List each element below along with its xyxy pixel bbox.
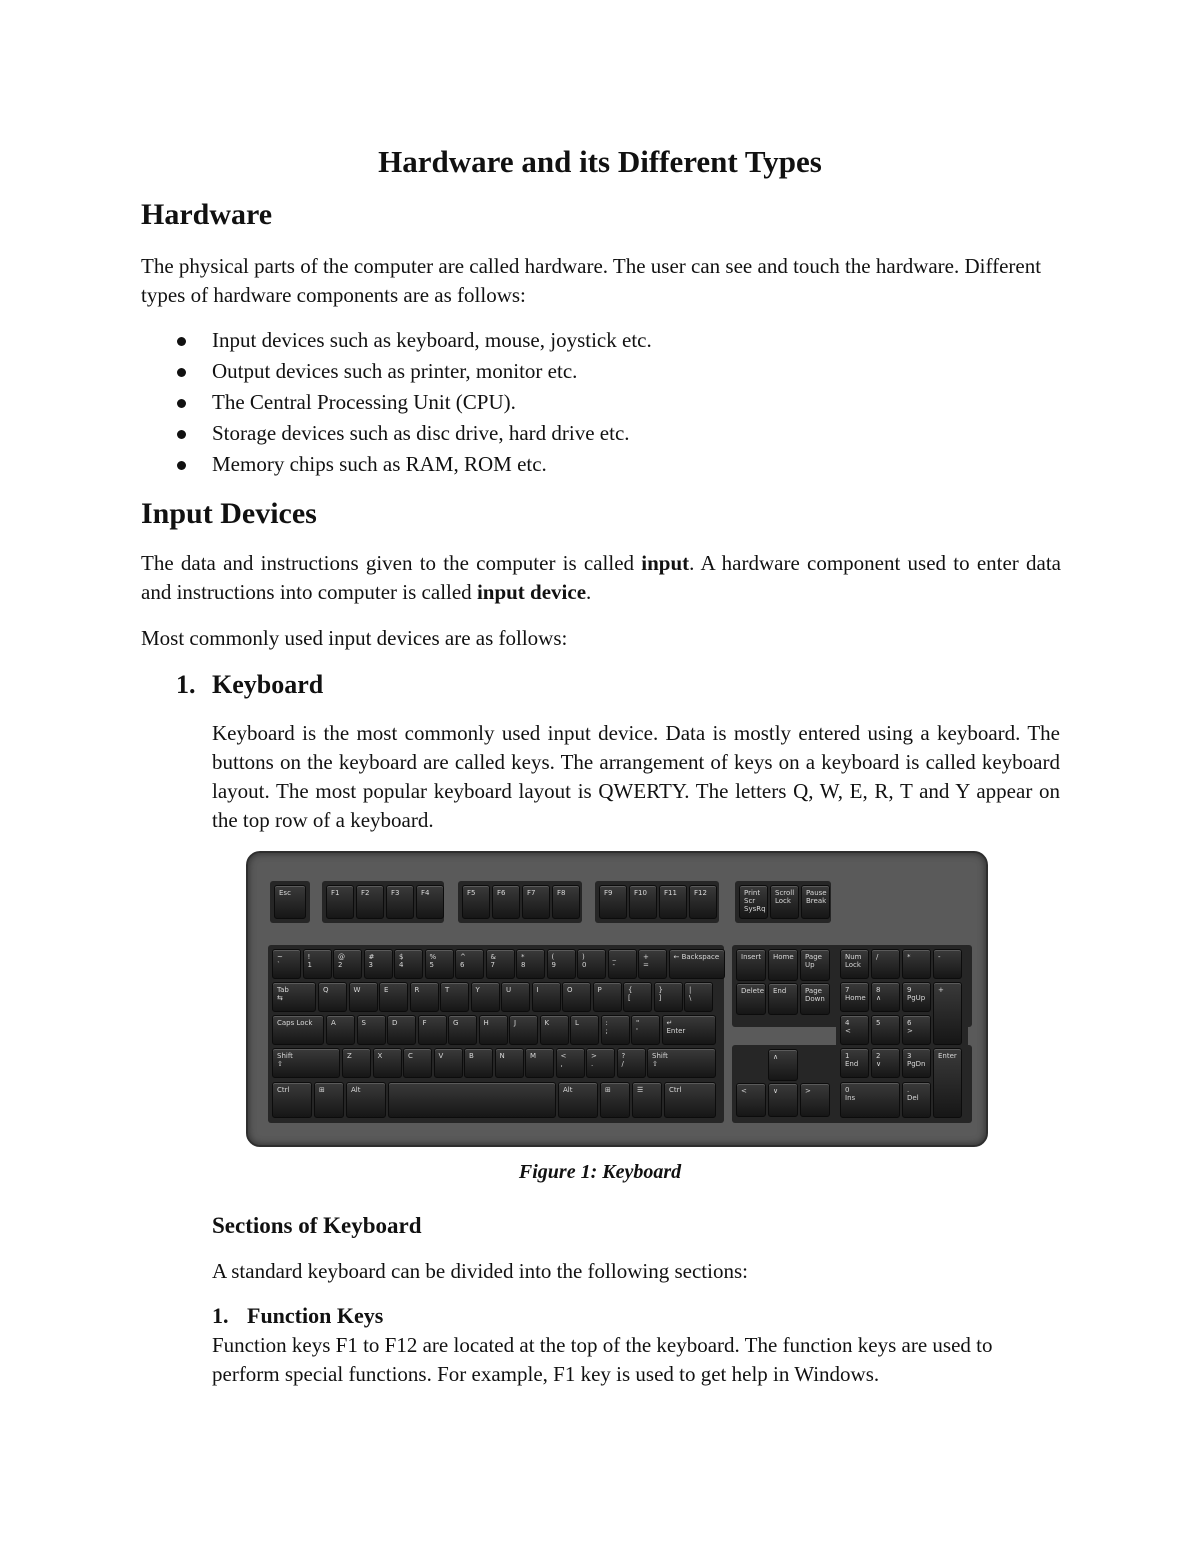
key-shift-left: Shift ⇧ (272, 1048, 340, 1078)
key-letter: C (403, 1048, 432, 1078)
key-numpad: 5 (871, 1015, 900, 1045)
key-letter: K (540, 1015, 569, 1045)
key-numpad-dot: . Del (902, 1082, 931, 1118)
list-item: The Central Processing Unit (CPU). (141, 387, 1061, 418)
key-number-row: ~ ` (272, 949, 301, 979)
key-numpad: 1 End (840, 1048, 869, 1078)
key-letter: W (349, 982, 378, 1012)
key-ctrl-left: Ctrl (272, 1082, 312, 1118)
arrow-up-icon: ∧ (768, 1049, 798, 1081)
arrow-down-icon: ∨ (768, 1083, 798, 1117)
key-navigation: Delete (736, 983, 766, 1015)
sections-intro: A standard keyboard can be divided into the following sections: (212, 1259, 748, 1283)
keyboard-key-area (248, 853, 986, 1145)
bullet-icon (177, 461, 186, 470)
bullet-icon (177, 337, 186, 346)
heading-input-devices: Input Devices (141, 497, 317, 530)
menu-icon: ☰ (632, 1082, 662, 1118)
key-f8: F8 (552, 885, 580, 919)
key-number-row: @ 2 (333, 949, 362, 979)
key-numpad: Num Lock (840, 949, 869, 979)
key-space (388, 1082, 556, 1118)
key-numpad: 3 PgDn (902, 1048, 931, 1078)
key-letter: P (593, 982, 622, 1012)
key-numpad: - (933, 949, 962, 979)
function-keys-number: 1. (212, 1303, 229, 1328)
key-letter: F (418, 1015, 447, 1045)
key-letter: R (410, 982, 439, 1012)
key-letter: T (440, 982, 469, 1012)
key-letter: { [ (623, 982, 652, 1012)
key-letter: : ; (601, 1015, 630, 1045)
key-caps-lock: Caps Lock (272, 1015, 324, 1045)
key-letter: Y (471, 982, 500, 1012)
key-numpad-plus: + (933, 982, 962, 1045)
key-backspace: ← Backspace (669, 949, 725, 979)
input-devices-paragraph: The data and instructions given to the computer is called input. A hardware component used to enter data and instructions into computer is called input device. (141, 551, 1061, 604)
list-item: Storage devices such as disc drive, hard drive etc. (141, 418, 1061, 449)
keyboard-number: 1. (176, 670, 196, 699)
key-letter: " ' (631, 1015, 660, 1045)
key-system: Print Scr SysRq (739, 885, 768, 919)
heading-keyboard: Keyboard (212, 670, 324, 699)
input-devices-intro: Most commonly used input devices are as follows: (141, 626, 568, 650)
key-enter: ↵ Enter (662, 1015, 717, 1045)
key-number-row: ) 0 (577, 949, 606, 979)
heading-sections-of-keyboard: Sections of Keyboard (212, 1213, 422, 1238)
windows-icon: ⊞ (314, 1082, 344, 1118)
key-letter: D (387, 1015, 416, 1045)
page-title: Hardware and its Different Types (378, 144, 822, 179)
key-letter: S (357, 1015, 386, 1045)
key-letter: A (326, 1015, 355, 1045)
key-alt-right: Alt (558, 1082, 598, 1118)
key-f5: F5 (462, 885, 490, 919)
list-item: Input devices such as keyboard, mouse, joystick etc. (141, 325, 1061, 356)
list-item: Memory chips such as RAM, ROM etc. (141, 449, 1061, 480)
key-esc: Esc (274, 885, 306, 919)
key-letter: < , (556, 1048, 585, 1078)
arrow-right-icon: > (800, 1083, 830, 1117)
key-numpad: 8 ∧ (871, 982, 900, 1012)
function-keys-paragraph: Function keys F1 to F12 are located at the top of the keyboard. The function keys are used to perform special functions. For example, F1 key is used to get help in Windows. (212, 1333, 993, 1386)
key-f10: F10 (629, 885, 657, 919)
key-letter: V (434, 1048, 463, 1078)
key-letter: Z (342, 1048, 371, 1078)
key-f3: F3 (386, 885, 414, 919)
key-letter: ? / (617, 1048, 646, 1078)
key-alt-left: Alt (346, 1082, 386, 1118)
key-numpad: 4 < (840, 1015, 869, 1045)
key-system: Pause Break (801, 885, 830, 919)
key-letter: | \ (684, 982, 713, 1012)
key-letter: N (495, 1048, 524, 1078)
list-item: Output devices such as printer, monitor etc. (141, 356, 1061, 387)
hardware-paragraph: The physical parts of the computer are called hardware. The user can see and touch the hardware. Different types of hardware components are as follows: (141, 254, 1042, 307)
key-f11: F11 (659, 885, 687, 919)
key-f6: F6 (492, 885, 520, 919)
hardware-bullet-list (141, 325, 1061, 480)
windows-icon: ⊞ (600, 1082, 630, 1118)
key-navigation: End (768, 983, 798, 1015)
key-letter: M (525, 1048, 554, 1078)
key-navigation: Insert (736, 949, 766, 981)
key-letter: G (448, 1015, 477, 1045)
key-numpad: 2 ∨ (871, 1048, 900, 1078)
key-tab: Tab ⇆ (272, 982, 316, 1012)
bullet-icon (177, 399, 186, 408)
key-number-row: + = (638, 949, 667, 979)
heading-hardware: Hardware (141, 198, 273, 231)
key-letter: E (379, 982, 408, 1012)
key-numpad: 7 Home (840, 982, 869, 1012)
key-f1: F1 (326, 885, 354, 919)
bullet-icon (177, 368, 186, 377)
key-number-row: * 8 (516, 949, 545, 979)
bullet-icon (177, 430, 186, 439)
keyboard-figure (246, 851, 988, 1147)
key-letter: > . (586, 1048, 615, 1078)
keyboard-paragraph: Keyboard is the most commonly used input device. Data is mostly entered using a keyboard. The buttons on the keyboard are called keys. The arrangement of keys on a keyboard is called keyboard layout. The most popular keyboard layout is QWERTY. The letters Q, W, E, R, T and Y appear on the top row of a keyboard. (212, 721, 1060, 832)
key-f2: F2 (356, 885, 384, 919)
key-letter: O (562, 982, 591, 1012)
key-navigation: Page Down (800, 983, 830, 1015)
key-letter: Q (318, 982, 347, 1012)
key-number-row: ! 1 (303, 949, 332, 979)
key-f7: F7 (522, 885, 550, 919)
arrow-left-icon: < (736, 1083, 766, 1117)
key-number-row: $ 4 (394, 949, 423, 979)
key-shift-right: Shift ⇧ (647, 1048, 716, 1078)
key-letter: I (532, 982, 561, 1012)
key-letter: B (464, 1048, 493, 1078)
key-number-row: # 3 (364, 949, 393, 979)
key-number-row: ( 9 (547, 949, 576, 979)
key-f9: F9 (599, 885, 627, 919)
key-letter: } ] (654, 982, 683, 1012)
key-letter: H (479, 1015, 508, 1045)
key-letter: L (570, 1015, 599, 1045)
key-numpad: * (902, 949, 931, 979)
key-ctrl-right: Ctrl (664, 1082, 716, 1118)
key-numpad: / (871, 949, 900, 979)
heading-function-keys: Function Keys (247, 1303, 384, 1328)
key-number-row: % 5 (425, 949, 454, 979)
key-numpad: 6 > (902, 1015, 931, 1045)
key-numpad: 9 PgUp (902, 982, 931, 1012)
key-number-row: ^ 6 (455, 949, 484, 979)
key-navigation: Page Up (800, 949, 830, 981)
key-numpad-zero: 0 Ins (840, 1082, 900, 1118)
key-letter: X (373, 1048, 402, 1078)
figure-caption: Figure 1: Keyboard (518, 1161, 682, 1183)
key-letter: J (509, 1015, 538, 1045)
key-f12: F12 (689, 885, 717, 919)
key-numpad-enter: Enter (933, 1048, 962, 1118)
key-number-row: & 7 (486, 949, 515, 979)
key-letter: U (501, 982, 530, 1012)
key-navigation: Home (768, 949, 798, 981)
key-f4: F4 (416, 885, 444, 919)
key-system: Scroll Lock (770, 885, 799, 919)
key-number-row: _ - (608, 949, 637, 979)
